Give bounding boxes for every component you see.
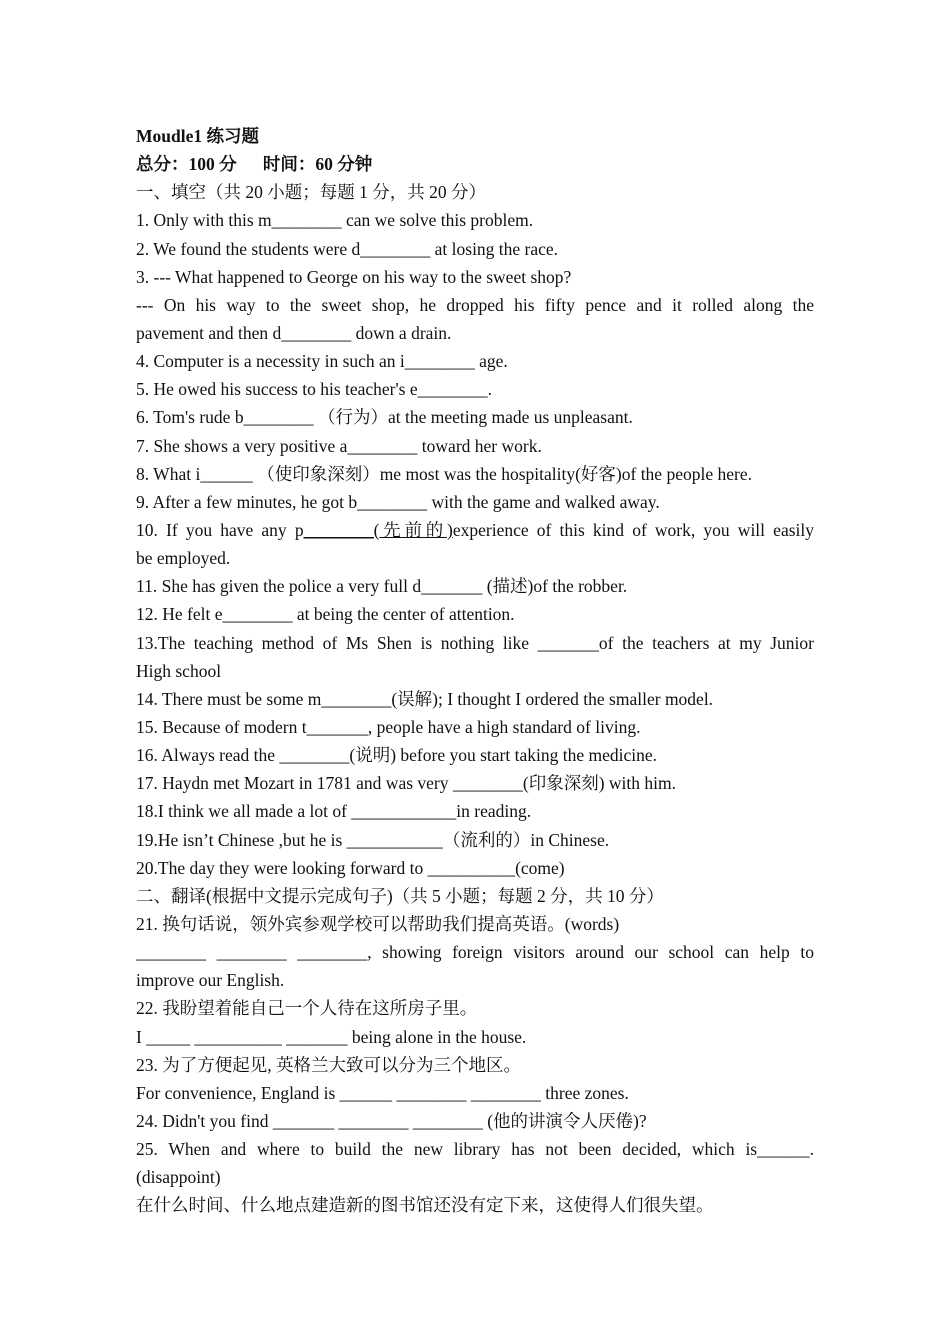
text-line: 16. Always read the ________(说明) before you start taking the medicine. [136,745,657,766]
text-line: For convenience, England is ______ ________ ________ three zones. [136,1082,629,1103]
text-line: 21. 换句话说，领外宾参观学校可以帮助我们提高英语。(words) [136,913,620,934]
document-page [136,122,814,1219]
text-line: 20.The day they were looking forward to __________(come) [136,857,565,878]
text-line: 3. --- What happened to George on his way to the sweet shop? [136,266,572,287]
text-line: pavement and then d________ down a drain. [136,322,452,343]
text-line: 17. Haydn met Mozart in 1781 and was very ________(印象深刻) with him. [136,773,676,794]
text-line: 24. Didn't you find _______ ________ ________ (他的讲演令人厌倦)? [136,1110,647,1131]
text-line: 在什么时间、什么地点建造新的图书馆还没有定下来，这使得人们很失望。 [136,1195,714,1216]
underlined-hint: ________(先前的) [303,519,453,540]
text-line: 6. Tom's rude b________ （行为）at the meeting made us unpleasant. [136,407,633,428]
text-line: 14. There must be some m________(误解); I thought I ordered the smaller model. [136,688,714,709]
text-line: I _____ __________ _______ being alone in the house. [136,1026,527,1047]
text-line: improve our English. [136,970,285,991]
text-line: ________ ________ ________, showing foreign visitors around our school can help to [136,942,814,963]
text-line: 8. What i______ （使印象深刻）me most was the hospitality(好客)of the people here. [136,463,752,484]
text-line: 25. When and where to build the new library has not been decided, which is______. [136,1139,814,1160]
text-line: (disappoint) [136,1167,221,1188]
text-line: 4. Computer is a necessity in such an i________ age. [136,351,508,372]
text-line: High school [136,660,222,681]
text-line: 7. She shows a very positive a________ toward her work. [136,435,542,456]
text-line: 15. Because of modern t_______, people have a high standard of living. [136,716,641,737]
exercise-body [136,178,814,1219]
text-line [136,516,814,544]
text-line: --- On his way to the sweet shop, he dropped his fifty pence and it rolled along the [136,294,814,315]
text-line: 19.He isn’t Chinese ,but he is ___________（流利的）in Chinese. [136,829,610,850]
text-line: 一、填空（共 20 小题；每题 1 分，共 20 分） [136,182,486,203]
text-segment: experience of this kind of work, you will easily [452,519,814,540]
document-title: Moudle1 练习题 [136,126,259,146]
text-line: 22. 我盼望着能自己一个人待在这所房子里。 [136,998,478,1019]
text-line: 1. Only with this m________ can we solve this problem. [136,210,534,231]
text-line: 9. After a few minutes, he got b________ with the game and walked away. [136,491,660,512]
text-segment: 10. If you have any p [136,519,304,540]
text-line: 2. We found the students were d________ at losing the race. [136,238,559,259]
text-line: 二、翻译(根据中文提示完成句子)（共 5 小题；每题 2 分，共 10 分） [136,885,664,906]
text-line: 11. She has given the police a very full d_______ (描述)of the robber. [136,576,628,597]
score-time-line: 总分：100 分 时间：60 分钟 [136,154,373,175]
text-line: 23. 为了方便起见, 英格兰大致可以分为三个地区。 [136,1054,521,1075]
text-line: 5. He owed his success to his teacher's e________. [136,379,492,400]
text-line: be employed. [136,548,231,569]
text-line: 18.I think we all made a lot of ____________in reading. [136,801,532,822]
text-line: 13.The teaching method of Ms Shen is nothing like _______of the teachers at my Junior [136,632,814,653]
text-line: 12. He felt e________ at being the center of attention. [136,604,515,625]
